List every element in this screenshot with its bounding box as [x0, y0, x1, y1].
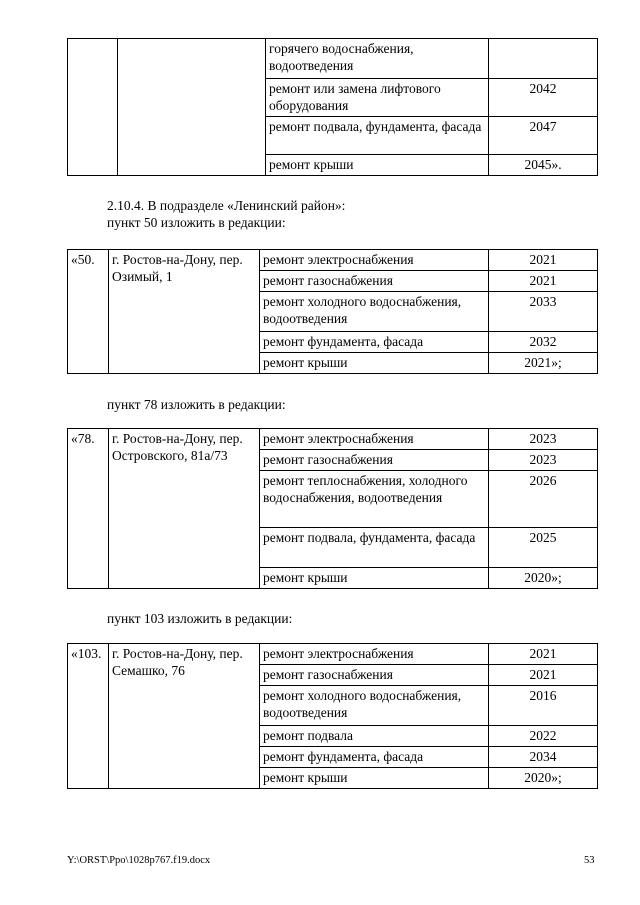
- cell-year: 2034: [489, 747, 598, 768]
- cell-address: г. Ростов-на-Дону, пер. Озимый, 1: [109, 250, 260, 374]
- cell-work: ремонт электроснабжения: [260, 250, 489, 271]
- cell-year: [489, 39, 598, 79]
- cell-year: 2023: [489, 429, 598, 450]
- cell-work: ремонт крыши: [260, 768, 489, 789]
- cell-work: ремонт подвала: [260, 726, 489, 747]
- cell-work: ремонт электроснабжения: [260, 644, 489, 665]
- cell-year: 2033: [489, 292, 598, 332]
- cell-address: г. Ростов-на-Дону, пер. Семашко, 76: [109, 644, 260, 789]
- table-row: [68, 39, 598, 79]
- table-row: [68, 429, 598, 450]
- cell-work: ремонт газоснабжения: [260, 665, 489, 686]
- cell-work: ремонт крыши: [260, 353, 489, 374]
- table-row: [68, 250, 598, 271]
- cell-year: 2020»;: [489, 568, 598, 589]
- cell-work: ремонт крыши: [260, 568, 489, 589]
- cell-year: 2020»;: [489, 768, 598, 789]
- cell-year: 2021: [489, 665, 598, 686]
- cell-address: г. Ростов-на-Дону, пер. Островского, 81а/73: [109, 429, 260, 589]
- paragraph-intro-103: пункт 103 изложить в редакции:: [107, 611, 293, 626]
- cell-work: ремонт фундамента, фасада: [260, 747, 489, 768]
- cell-num: «50.: [68, 250, 109, 374]
- cell-work: ремонт холодного водоснабжения, водоотведения: [260, 292, 489, 332]
- cell-work: ремонт газоснабжения: [260, 450, 489, 471]
- cell-year: 2021»;: [489, 353, 598, 374]
- cell-year: 2023: [489, 450, 598, 471]
- table-item-78: [67, 428, 598, 589]
- cell-year: 2045».: [489, 155, 598, 176]
- cell-work: горячего водоснабжения, водоотведения: [266, 39, 489, 79]
- cell-work: ремонт электроснабжения: [260, 429, 489, 450]
- table-continuation: [67, 38, 598, 176]
- cell-year: 2021: [489, 644, 598, 665]
- cell-num: [68, 39, 118, 176]
- cell-work: ремонт или замена лифтового оборудования: [266, 79, 489, 117]
- paragraph-intro-50: пункт 50 изложить в редакции:: [107, 215, 286, 230]
- cell-num: «103.: [68, 644, 109, 789]
- cell-year: 2025: [489, 528, 598, 568]
- cell-year: 2021: [489, 250, 598, 271]
- cell-work: ремонт фундамента, фасада: [260, 332, 489, 353]
- cell-year: 2026: [489, 471, 598, 528]
- cell-year: 2021: [489, 271, 598, 292]
- cell-work: ремонт крыши: [266, 155, 489, 176]
- section-heading: 2.10.4. В подразделе «Ленинский район»:: [107, 198, 346, 213]
- table-item-103: [67, 643, 598, 789]
- cell-year: 2022: [489, 726, 598, 747]
- footer-file-path: Y:\ORST\Ppo\1028p767.f19.docx: [67, 855, 211, 866]
- cell-address: [118, 39, 266, 176]
- cell-year: 2016: [489, 686, 598, 726]
- cell-work: ремонт подвала, фундамента, фасада: [266, 117, 489, 155]
- paragraph-intro-78: пункт 78 изложить в редакции:: [107, 397, 286, 412]
- table-row: [68, 644, 598, 665]
- footer-page-number: 53: [584, 855, 595, 866]
- cell-work: ремонт холодного водоснабжения, водоотведения: [260, 686, 489, 726]
- cell-year: 2047: [489, 117, 598, 155]
- cell-work: ремонт теплоснабжения, холодного водоснабжения, водоотведения: [260, 471, 489, 528]
- cell-work: ремонт подвала, фундамента, фасада: [260, 528, 489, 568]
- cell-year: 2042: [489, 79, 598, 117]
- table-item-50: [67, 249, 598, 374]
- cell-work: ремонт газоснабжения: [260, 271, 489, 292]
- cell-year: 2032: [489, 332, 598, 353]
- cell-num: «78.: [68, 429, 109, 589]
